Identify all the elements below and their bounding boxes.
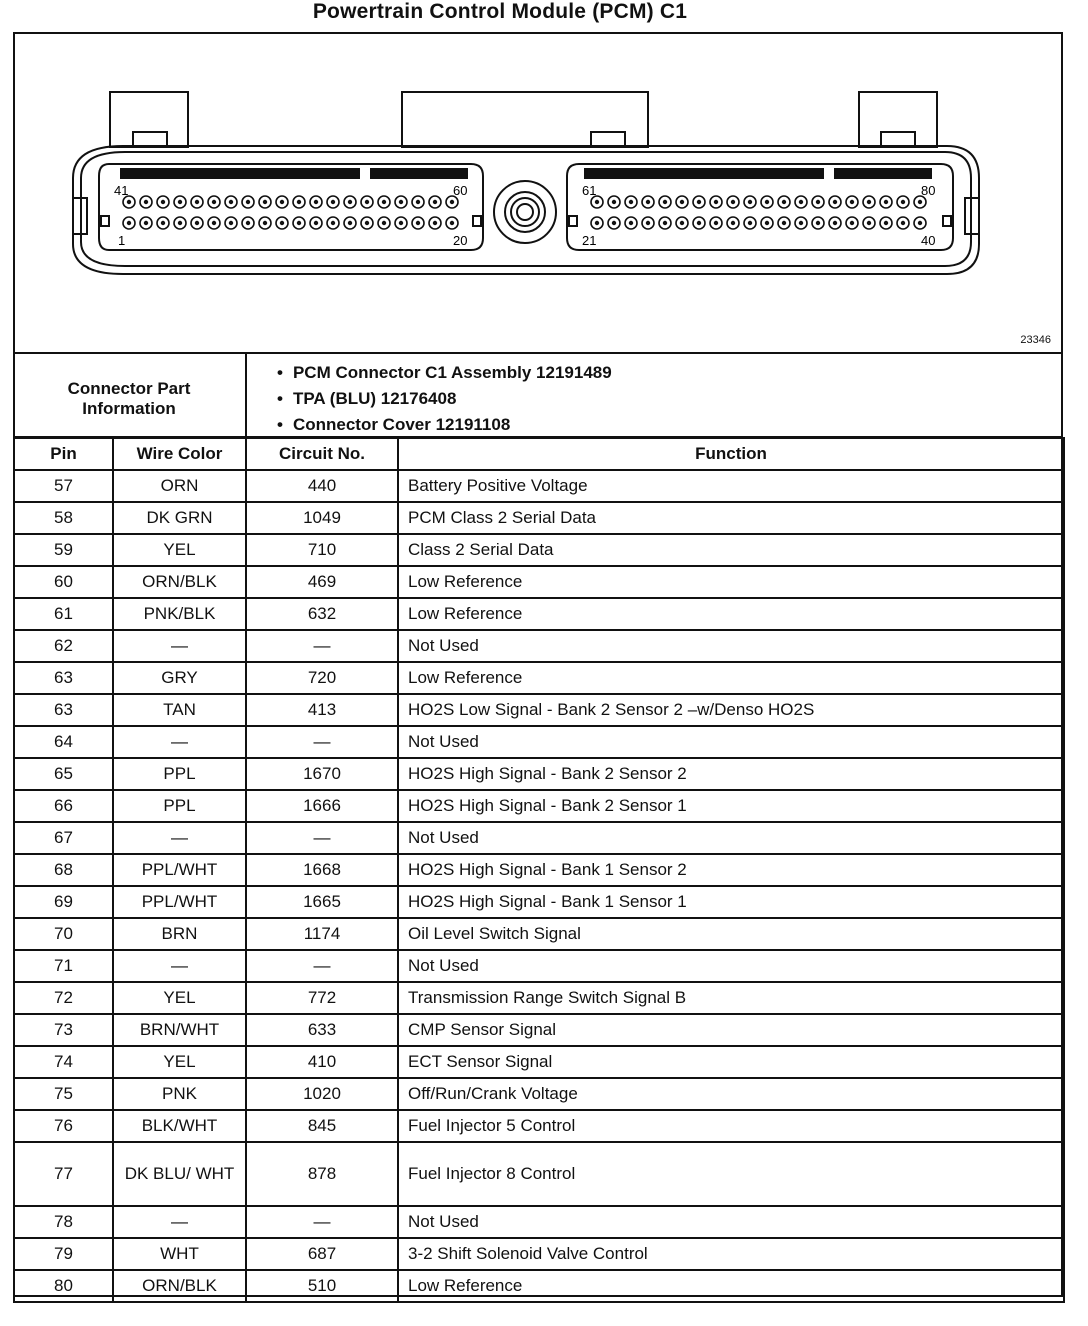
- circuit-cell: 1174: [246, 918, 398, 950]
- connector-part-item: • TPA (BLU) 12176408: [277, 386, 612, 412]
- function-cell: HO2S High Signal - Bank 2 Sensor 2: [398, 758, 1064, 790]
- wire-color-cell: YEL: [113, 534, 246, 566]
- circuit-cell: —: [246, 630, 398, 662]
- circuit-cell: 1020: [246, 1078, 398, 1110]
- wire-color-cell: —: [113, 1206, 246, 1238]
- connector-part-list: [277, 360, 612, 438]
- pin-hole-center: [297, 200, 301, 204]
- pin-cell: 80: [14, 1270, 113, 1302]
- pin-hole-center: [714, 200, 718, 204]
- table-row: [14, 1142, 1064, 1206]
- function-cell: PCM Class 2 Serial Data: [398, 502, 1064, 534]
- pin-hole-center: [680, 200, 684, 204]
- pin-cell: 77: [14, 1142, 113, 1206]
- pin-hole-center: [884, 200, 888, 204]
- figure-id: 23346: [1020, 334, 1051, 346]
- pin-hole-center: [697, 200, 701, 204]
- function-cell: Low Reference: [398, 566, 1064, 598]
- pin-hole-center: [714, 221, 718, 225]
- function-cell: Not Used: [398, 630, 1064, 662]
- pin-hole-center: [127, 221, 131, 225]
- pin-cell: 75: [14, 1078, 113, 1110]
- pin-cell: 79: [14, 1238, 113, 1270]
- pin-hole-center: [833, 221, 837, 225]
- pin-cell: 65: [14, 758, 113, 790]
- pin-hole-center: [833, 200, 837, 204]
- pin-hole-center: [867, 200, 871, 204]
- table-row: [14, 1078, 1064, 1110]
- header-function: Function: [398, 438, 1064, 470]
- pin-hole-center: [195, 200, 199, 204]
- pin-hole-center: [680, 221, 684, 225]
- pin-hole-center: [127, 200, 131, 204]
- pin-hole-center: [263, 200, 267, 204]
- function-cell: 3-2 Shift Solenoid Valve Control: [398, 1238, 1064, 1270]
- circuit-cell: 1665: [246, 886, 398, 918]
- pin-hole-center: [229, 200, 233, 204]
- pin-label-40: 40: [921, 233, 936, 248]
- pin-hole-center: [246, 200, 250, 204]
- wire-color-cell: GRY: [113, 662, 246, 694]
- pin-cell: 67: [14, 822, 113, 854]
- function-cell: ECT Sensor Signal: [398, 1046, 1064, 1078]
- pin-hole-center: [612, 221, 616, 225]
- pin-hole-center: [263, 221, 267, 225]
- wire-color-cell: YEL: [113, 1046, 246, 1078]
- pin-cell: 66: [14, 790, 113, 822]
- function-cell: Not Used: [398, 1206, 1064, 1238]
- wire-color-cell: BRN: [113, 918, 246, 950]
- wire-color-cell: ORN/BLK: [113, 1270, 246, 1302]
- pin-hole-center: [867, 221, 871, 225]
- pin-hole-center: [331, 221, 335, 225]
- table-row: [14, 598, 1064, 630]
- circuit-cell: —: [246, 950, 398, 982]
- wire-color-cell: DK BLU/ WHT: [113, 1142, 246, 1206]
- wire-color-cell: BRN/WHT: [113, 1014, 246, 1046]
- function-cell: Not Used: [398, 822, 1064, 854]
- pin-hole-center: [314, 200, 318, 204]
- pin-cell: 58: [14, 502, 113, 534]
- circuit-cell: 1666: [246, 790, 398, 822]
- pin-cell: 73: [14, 1014, 113, 1046]
- pin-label-61: 61: [582, 183, 597, 198]
- pin-hole-center: [663, 221, 667, 225]
- pin-hole-center: [416, 200, 420, 204]
- function-cell: Transmission Range Switch Signal B: [398, 982, 1064, 1014]
- pin-hole-center: [365, 221, 369, 225]
- pin-hole-center: [365, 200, 369, 204]
- table-row: [14, 886, 1064, 918]
- wire-color-cell: BLK/WHT: [113, 1110, 246, 1142]
- pin-hole-center: [595, 221, 599, 225]
- wire-color-cell: PPL/WHT: [113, 886, 246, 918]
- table-row: [14, 502, 1064, 534]
- function-cell: Not Used: [398, 726, 1064, 758]
- table-row: [14, 1110, 1064, 1142]
- pin-hole-center: [646, 200, 650, 204]
- function-cell: Low Reference: [398, 662, 1064, 694]
- pin-hole-center: [884, 221, 888, 225]
- pin-table-body: [14, 470, 1064, 1302]
- circuit-cell: 510: [246, 1270, 398, 1302]
- pin-hole-center: [382, 200, 386, 204]
- table-row: [14, 1014, 1064, 1046]
- pin-hole-center: [816, 221, 820, 225]
- pin-cell: 71: [14, 950, 113, 982]
- pin-hole-center: [850, 200, 854, 204]
- pin-hole-center: [144, 200, 148, 204]
- pin-cell: 69: [14, 886, 113, 918]
- wire-color-cell: PPL: [113, 758, 246, 790]
- pin-hole-center: [731, 221, 735, 225]
- function-cell: Not Used: [398, 950, 1064, 982]
- table-row: [14, 534, 1064, 566]
- wire-color-cell: PPL: [113, 790, 246, 822]
- pin-hole-center: [416, 221, 420, 225]
- wire-color-cell: ORN: [113, 470, 246, 502]
- pin-cell: 63: [14, 662, 113, 694]
- connector-part-label-line1: Connector Part: [67, 379, 191, 398]
- pin-cell: 64: [14, 726, 113, 758]
- circuit-cell: 632: [246, 598, 398, 630]
- function-cell: Class 2 Serial Data: [398, 534, 1064, 566]
- pin-hole-center: [629, 221, 633, 225]
- pin-cell: 76: [14, 1110, 113, 1142]
- connector-part-label: [13, 354, 247, 436]
- pin-hole-center: [595, 200, 599, 204]
- table-row: [14, 822, 1064, 854]
- pin-hole-center: [297, 221, 301, 225]
- pin-label-21: 21: [582, 233, 597, 248]
- function-cell: Low Reference: [398, 598, 1064, 630]
- function-cell: HO2S High Signal - Bank 2 Sensor 1: [398, 790, 1064, 822]
- table-row: [14, 694, 1064, 726]
- pin-hole-center: [765, 221, 769, 225]
- function-cell: CMP Sensor Signal: [398, 1014, 1064, 1046]
- connector-part-info: [13, 352, 1063, 438]
- pin-hole-center: [748, 200, 752, 204]
- circuit-cell: 878: [246, 1142, 398, 1206]
- circuit-cell: 633: [246, 1014, 398, 1046]
- function-cell: HO2S High Signal - Bank 1 Sensor 2: [398, 854, 1064, 886]
- pin-hole-center: [799, 200, 803, 204]
- circuit-cell: —: [246, 726, 398, 758]
- pin-hole-center: [348, 200, 352, 204]
- pin-hole-center: [901, 200, 905, 204]
- table-row: [14, 726, 1064, 758]
- pin-hole-center: [799, 221, 803, 225]
- circuit-cell: 772: [246, 982, 398, 1014]
- connector-diagram: [13, 32, 1063, 354]
- pin-label-1: 1: [118, 233, 126, 248]
- pin-cell: 57: [14, 470, 113, 502]
- pin-hole-center: [212, 221, 216, 225]
- table-row: [14, 854, 1064, 886]
- circuit-cell: 440: [246, 470, 398, 502]
- header-circuit-no: Circuit No.: [246, 438, 398, 470]
- pin-hole-center: [246, 221, 250, 225]
- pin-hole-center: [782, 200, 786, 204]
- pin-hole-center: [348, 221, 352, 225]
- pin-cell: 72: [14, 982, 113, 1014]
- wire-color-cell: PNK: [113, 1078, 246, 1110]
- pin-hole-center: [382, 221, 386, 225]
- pin-hole-center: [229, 221, 233, 225]
- circuit-cell: 1670: [246, 758, 398, 790]
- pin-hole-center: [399, 200, 403, 204]
- wire-color-cell: —: [113, 726, 246, 758]
- connector-part-item: • PCM Connector C1 Assembly 12191489: [277, 360, 612, 386]
- pin-hole-center: [399, 221, 403, 225]
- pin-cell: 74: [14, 1046, 113, 1078]
- table-row: [14, 1238, 1064, 1270]
- pin-hole-center: [450, 200, 454, 204]
- header-pin: Pin: [14, 438, 113, 470]
- wire-color-cell: —: [113, 950, 246, 982]
- wire-color-cell: YEL: [113, 982, 246, 1014]
- pin-label-60: 60: [453, 183, 468, 198]
- circuit-cell: 845: [246, 1110, 398, 1142]
- function-cell: HO2S High Signal - Bank 1 Sensor 1: [398, 886, 1064, 918]
- pin-hole-center: [178, 221, 182, 225]
- function-cell: Low Reference: [398, 1270, 1064, 1302]
- circuit-cell: 1668: [246, 854, 398, 886]
- circuit-cell: 413: [246, 694, 398, 726]
- table-row: [14, 918, 1064, 950]
- pin-hole-center: [161, 221, 165, 225]
- table-row: [14, 790, 1064, 822]
- pin-hole-center: [748, 221, 752, 225]
- pin-hole-center: [850, 221, 854, 225]
- connector-part-label-line2: Information: [82, 399, 176, 418]
- pin-cell: 59: [14, 534, 113, 566]
- pin-hole-center: [195, 221, 199, 225]
- pin-cell: 61: [14, 598, 113, 630]
- pin-label-80: 80: [921, 183, 936, 198]
- circuit-cell: 1049: [246, 502, 398, 534]
- pin-cell: 68: [14, 854, 113, 886]
- circuit-cell: 687: [246, 1238, 398, 1270]
- pin-hole-center: [280, 200, 284, 204]
- function-cell: Fuel Injector 8 Control: [398, 1142, 1064, 1206]
- pin-hole-center: [433, 200, 437, 204]
- pin-hole-center: [918, 200, 922, 204]
- table-row: [14, 982, 1064, 1014]
- pin-hole-center: [697, 221, 701, 225]
- pin-hole-center: [178, 200, 182, 204]
- pin-cell: 62: [14, 630, 113, 662]
- pin-table: [13, 437, 1065, 1303]
- connector-part-item: • Connector Cover 12191108: [277, 412, 612, 438]
- pin-hole-center: [918, 221, 922, 225]
- pin-label-20: 20: [453, 233, 468, 248]
- circuit-cell: 720: [246, 662, 398, 694]
- pin-hole-center: [433, 221, 437, 225]
- table-row: [14, 1206, 1064, 1238]
- pin-cell: 70: [14, 918, 113, 950]
- wire-color-cell: TAN: [113, 694, 246, 726]
- wire-color-cell: DK GRN: [113, 502, 246, 534]
- pin-hole-center: [161, 200, 165, 204]
- pin-cell: 63: [14, 694, 113, 726]
- function-cell: HO2S Low Signal - Bank 2 Sensor 2 –w/Denso HO2S: [398, 694, 1064, 726]
- pin-hole-center: [280, 221, 284, 225]
- pin-hole-center: [901, 221, 905, 225]
- wire-color-cell: —: [113, 630, 246, 662]
- table-row: [14, 1046, 1064, 1078]
- table-row: [14, 470, 1064, 502]
- pin-hole-center: [450, 221, 454, 225]
- function-cell: Off/Run/Crank Voltage: [398, 1078, 1064, 1110]
- table-row: [14, 630, 1064, 662]
- table-row: [14, 566, 1064, 598]
- pin-hole-center: [782, 221, 786, 225]
- table-row: [14, 950, 1064, 982]
- wire-color-cell: PPL/WHT: [113, 854, 246, 886]
- table-header-row: [14, 438, 1064, 470]
- pin-hole-center: [331, 200, 335, 204]
- function-cell: Battery Positive Voltage: [398, 470, 1064, 502]
- table-row: [14, 1270, 1064, 1302]
- pin-hole-center: [144, 221, 148, 225]
- pin-hole-center: [663, 200, 667, 204]
- pin-hole-center: [314, 221, 318, 225]
- pin-hole-center: [629, 200, 633, 204]
- circuit-cell: —: [246, 1206, 398, 1238]
- wire-color-cell: ORN/BLK: [113, 566, 246, 598]
- page-title: Powertrain Control Module (PCM) C1: [312, 0, 688, 23]
- pin-hole-center: [765, 200, 769, 204]
- connector-drawing: [13, 32, 1063, 354]
- table-row: [14, 758, 1064, 790]
- function-cell: Oil Level Switch Signal: [398, 918, 1064, 950]
- table-row: [14, 662, 1064, 694]
- wire-color-cell: —: [113, 822, 246, 854]
- circuit-cell: —: [246, 822, 398, 854]
- pin-hole-center: [816, 200, 820, 204]
- pin-cell: 78: [14, 1206, 113, 1238]
- pin-hole-center: [731, 200, 735, 204]
- wire-color-cell: WHT: [113, 1238, 246, 1270]
- pin-cell: 60: [14, 566, 113, 598]
- pin-hole-center: [646, 221, 650, 225]
- pin-hole-center: [212, 200, 216, 204]
- header-wire-color: Wire Color: [113, 438, 246, 470]
- circuit-cell: 710: [246, 534, 398, 566]
- wire-color-cell: PNK/BLK: [113, 598, 246, 630]
- circuit-cell: 410: [246, 1046, 398, 1078]
- function-cell: Fuel Injector 5 Control: [398, 1110, 1064, 1142]
- pin-label-41: 41: [114, 183, 129, 198]
- pin-hole-center: [612, 200, 616, 204]
- circuit-cell: 469: [246, 566, 398, 598]
